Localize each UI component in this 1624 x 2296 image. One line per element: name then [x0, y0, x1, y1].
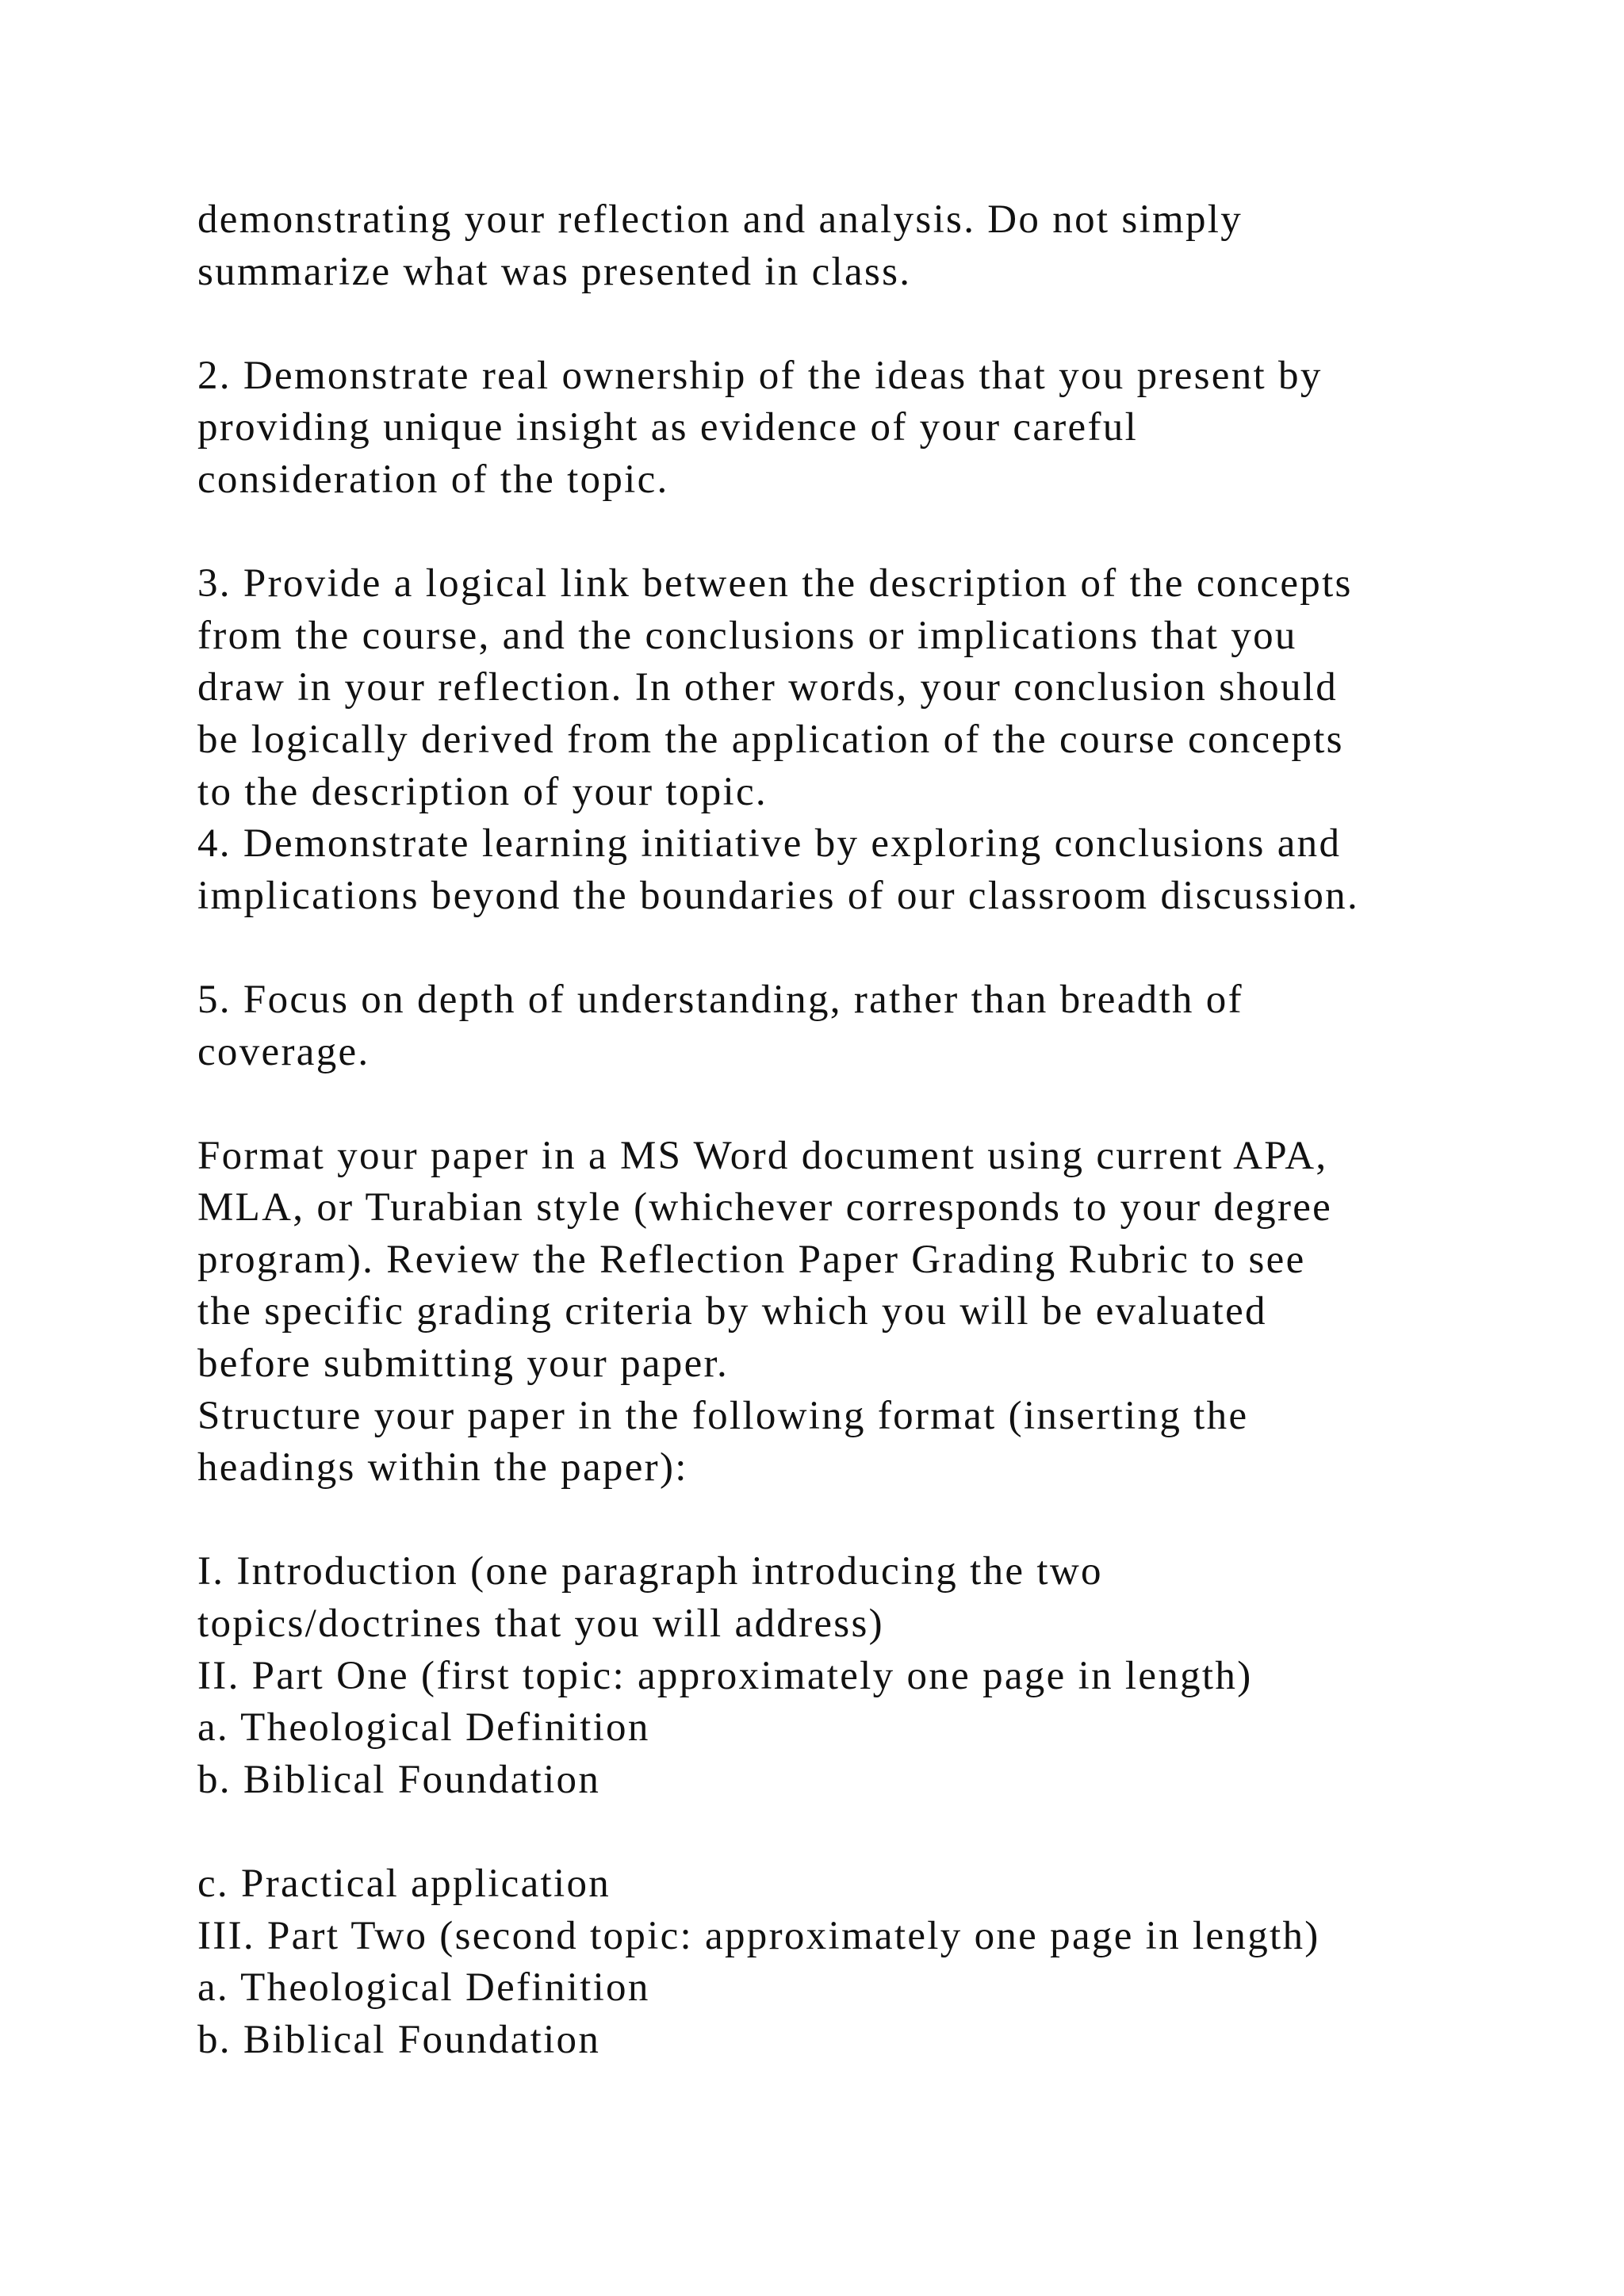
text-line: draw in your reflection. In other words, your conclusion should: [197, 665, 1339, 710]
text-line: Structure your paper in the following format (inserting the: [197, 1393, 1249, 1438]
text-line: summarize what was presented in class.: [197, 249, 912, 294]
blank-line: [197, 1494, 1593, 1547]
text-line: coverage.: [197, 1029, 370, 1074]
text-line: providing unique insight as evidence of your careful: [197, 405, 1139, 450]
outline-subitem: c. Practical application: [197, 1862, 611, 1906]
text-line: the specific grading criteria by which you will be evaluated: [197, 1289, 1267, 1334]
outline-subitem: a. Theological Definition: [197, 1965, 650, 2011]
outline-item: III. Part Two (second topic: approximately one page in length): [197, 1913, 1320, 1958]
text-line: to the description of your topic.: [197, 769, 768, 814]
text-line: implications beyond the boundaries of our classroom discussion.: [197, 873, 1360, 918]
text-line: 4. Demonstrate learning initiative by exploring conclusions and: [197, 821, 1342, 867]
outline-item: I. Introduction (one paragraph introducing the two: [197, 1549, 1103, 1594]
text-line: MLA, or Turabian style (whichever corresponds to your degree: [197, 1185, 1333, 1230]
text-line: before submitting your paper.: [197, 1341, 730, 1387]
blank-line: [197, 1078, 1593, 1131]
text-line: be logically derived from the application of the course concepts: [197, 717, 1344, 762]
text-line: Format your paper in a MS Word document using current APA,: [197, 1133, 1328, 1178]
blank-line: [197, 507, 1593, 559]
text-line: headings within the paper):: [197, 1445, 688, 1490]
blank-line: [197, 298, 1593, 350]
outline-item: II. Part One (first topic: approximately one page in length): [197, 1653, 1253, 1698]
outline-subitem: b. Biblical Foundation: [197, 1757, 601, 1802]
outline-subitem: a. Theological Definition: [197, 1705, 650, 1751]
text-line: consideration of the topic.: [197, 457, 669, 502]
text-line: program). Review the Reflection Paper Grading Rubric to see: [197, 1237, 1306, 1282]
text-line: 5. Focus on depth of understanding, rather than breadth of: [197, 977, 1243, 1022]
text-line: 3. Provide a logical link between the description of the concepts: [197, 561, 1353, 607]
outline-item: topics/doctrines that you will address): [197, 1601, 884, 1647]
blank-line: [197, 922, 1593, 974]
text-line: demonstrating your reflection and analysis. Do not simply: [197, 197, 1243, 242]
text-line: from the course, and the conclusions or implications that you: [197, 613, 1297, 658]
outline-subitem: b. Biblical Foundation: [197, 2017, 601, 2062]
text-line: 2. Demonstrate real ownership of the ideas that you present by: [197, 353, 1323, 398]
document-body: [197, 194, 1593, 2066]
blank-line: [197, 1806, 1593, 1858]
